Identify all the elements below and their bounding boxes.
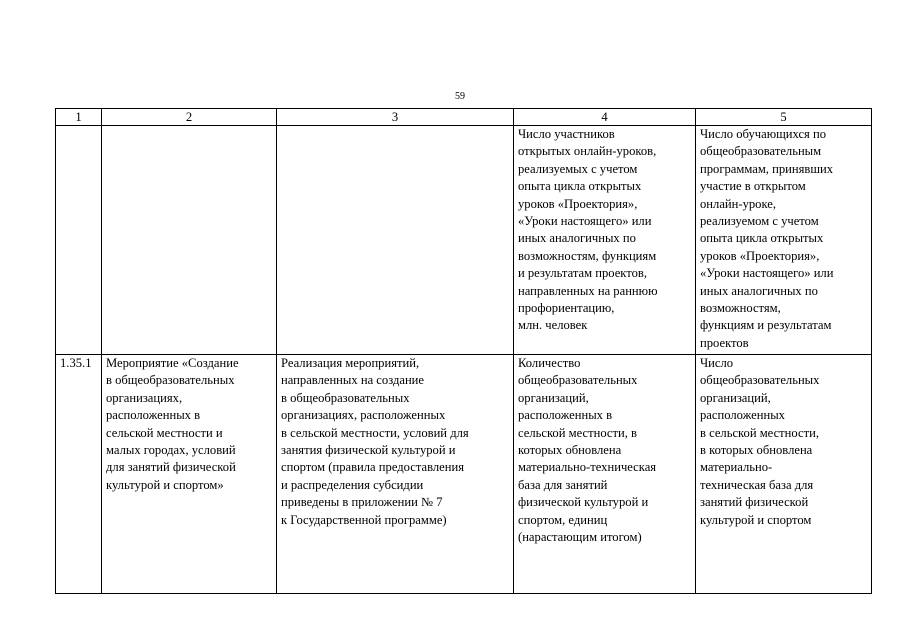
- table-row: [56, 355, 872, 594]
- header-col-3: 3: [277, 109, 514, 126]
- header-col-4: 4: [514, 109, 696, 126]
- cell-result: Число обучающихся по общеобразовательным программам, принявших участие в открытом онлайн-уроке, реализуемом с учетом опыта цикла открытых уроков «Проектория», «Уроки настоящего» или иных аналогичных по возможностям, функциям и результатам проектов: [696, 126, 872, 355]
- header-col-1: 1: [56, 109, 102, 126]
- cell-indicator: Число участников открытых онлайн-уроков, реализуемых с учетом опыта цикла открытых уроков «Проектория», «Уроки настоящего» или иных аналогичных по возможностям, функциям и результатам проектов, направленных на раннюю профориентацию, млн. человек: [514, 126, 696, 355]
- page-number: 59: [455, 91, 465, 102]
- cell-number: 1.35.1: [56, 355, 102, 594]
- cell-description: [277, 126, 514, 355]
- cell-activity: Мероприятие «Создание в общеобразовательных организациях, расположенных в сельской местности и малых городах, условий для занятий физической культурой и спортом»: [102, 355, 277, 594]
- table-header-row: [56, 109, 872, 126]
- cell-indicator: Количество общеобразовательных организаций, расположенных в сельской местности, в которых обновлена материально-техническая база для занятий физической культурой и спортом, единиц (нарастающим итогом): [514, 355, 696, 594]
- cell-description: Реализация мероприятий, направленных на создание в общеобразовательных организациях, расположенных в сельской местности, условий для занятия физической культурой и спортом (правила предоставления и распределения субсидии приведены в приложении № 7 к Государственной программе): [277, 355, 514, 594]
- header-col-5: 5: [696, 109, 872, 126]
- header-col-2: 2: [102, 109, 277, 126]
- document-table: [55, 108, 872, 594]
- cell-result: Число общеобразовательных организаций, расположенных в сельской местности, в которых обновлена материально- техническая база для занятий физической культурой и спортом: [696, 355, 872, 594]
- cell-activity: [102, 126, 277, 355]
- table-row: [56, 126, 872, 355]
- cell-number: [56, 126, 102, 355]
